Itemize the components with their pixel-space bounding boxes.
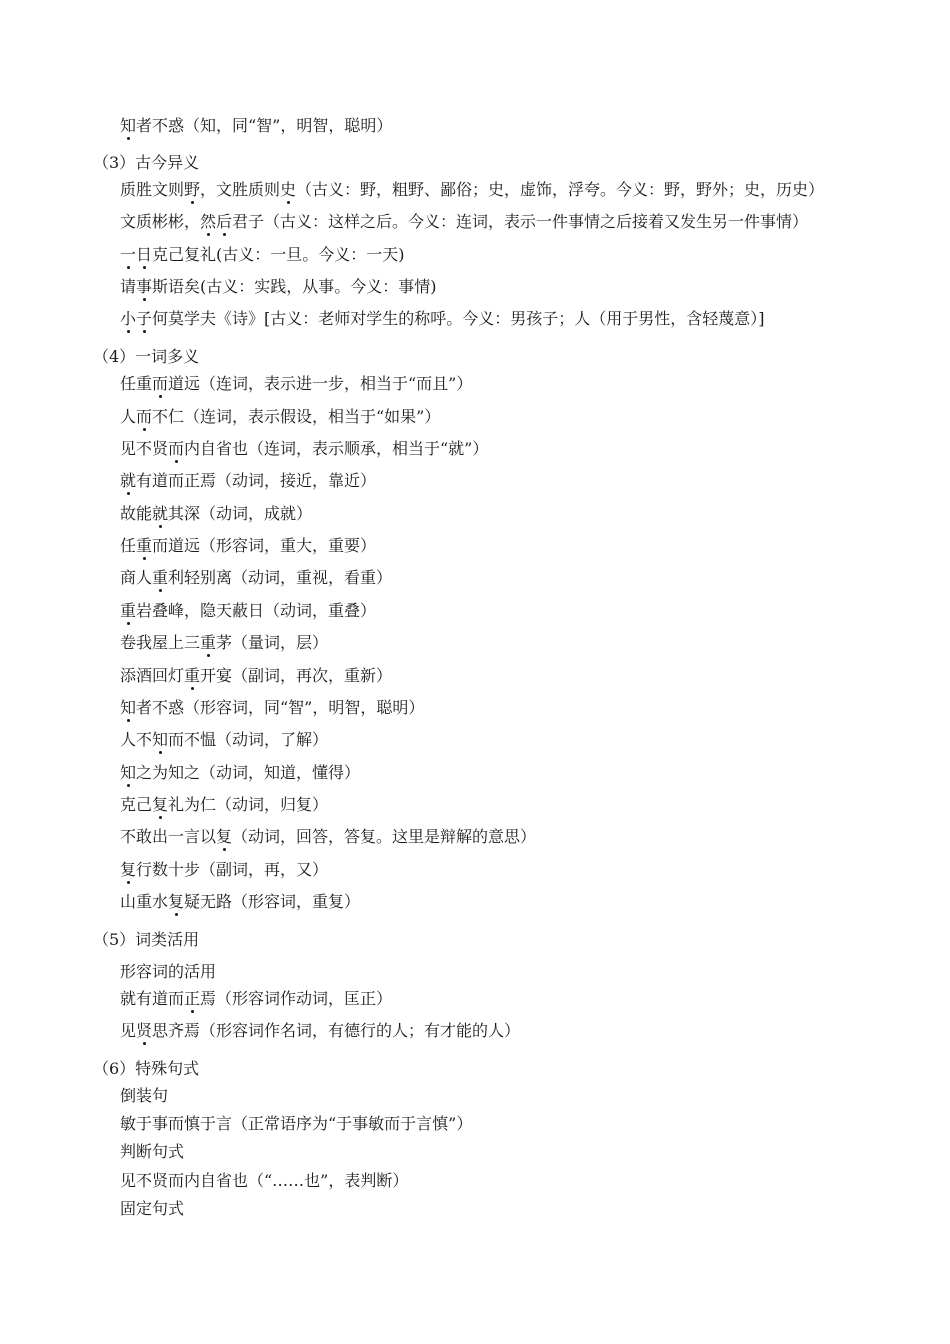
- text-line: 知者不惑（知，同“智”，明智，聪明）: [120, 116, 392, 136]
- emphasis-dot: [143, 266, 146, 269]
- text-line: 就有道而正焉（形容词作动词，匡正）: [120, 989, 392, 1009]
- text-line: 固定句式: [120, 1199, 185, 1218]
- text-line: 就有道而正焉（动词，接近，靠近）: [120, 471, 376, 491]
- emphasis-dot: [127, 266, 130, 269]
- text-line: 卷我屋上三重茅（量词，层）: [120, 633, 328, 653]
- text-line: 质胜文则野，文胜质则史（古义：野，粗野、鄙俗；史，虚饰，浮夸。今义：野，野外；史，历史）: [120, 180, 824, 200]
- text-line: 文质彬彬，然后君子（古义：这样之后。今义：连词，表示一件事情之后接着又发生另一件事情）: [120, 212, 808, 232]
- text-line: 知者不惑（形容词，同“智”，明智，聪明）: [120, 698, 424, 718]
- emphasis-dot: [159, 816, 162, 819]
- emphasis-dot: [223, 848, 226, 851]
- text-line: 见贤思齐焉（形容词作名词，有德行的人；有才能的人）: [120, 1021, 520, 1041]
- text-line: 一日克己复礼(古义：一旦。今义：一天): [120, 245, 405, 265]
- text-line: 山重水复疑无路（形容词，重复）: [120, 892, 360, 912]
- emphasis-dot: [191, 687, 194, 690]
- text-line: 复行数十步（副词，再，又）: [120, 860, 328, 880]
- emphasis-dot: [143, 330, 146, 333]
- emphasis-dot: [127, 622, 130, 625]
- text-line: 人不知而不愠（动词，了解）: [120, 730, 328, 750]
- section-heading: （4）一词多义: [93, 347, 200, 366]
- text-line: 重岩叠峰，隐天蔽日（动词，重叠）: [120, 601, 376, 621]
- emphasis-dot: [207, 654, 210, 657]
- emphasis-dot: [143, 428, 146, 431]
- emphasis-dot: [159, 525, 162, 528]
- emphasis-dot: [287, 201, 290, 204]
- emphasis-dot: [175, 460, 178, 463]
- emphasis-dot: [143, 298, 146, 301]
- emphasis-dot: [223, 233, 226, 236]
- emphasis-dot: [143, 1042, 146, 1045]
- text-line: 小子何莫学夫《诗》[古义：老师对学生的称呼。今义：男孩子；人（用于男性，含轻蔑意）]: [120, 309, 765, 329]
- text-line: 请事斯语矣(古义：实践，从事。今义：事情): [120, 277, 437, 297]
- emphasis-dot: [127, 719, 130, 722]
- text-line: 任重而道远（形容词，重大，重要）: [120, 536, 376, 556]
- section-heading: （6）特殊句式: [93, 1059, 200, 1078]
- text-line: 倒装句: [120, 1086, 169, 1105]
- text-line: 故能就其深（动词，成就）: [120, 504, 312, 524]
- text-line: 任重而道远（连词，表示进一步，相当于“而且”）: [120, 374, 472, 394]
- emphasis-dot: [159, 589, 162, 592]
- text-line: 人而不仁（连词，表示假设，相当于“如果”）: [120, 407, 440, 427]
- emphasis-dot: [127, 492, 130, 495]
- emphasis-dot: [207, 233, 210, 236]
- section-heading: （3）古今异义: [93, 153, 200, 172]
- emphasis-dot: [127, 137, 130, 140]
- text-line: 知之为知之（动词，知道，懂得）: [120, 763, 360, 783]
- text-line: 不敢出一言以复（动词，回答，答复。这里是辩解的意思）: [120, 827, 536, 847]
- text-line: 敏于事而慎于言（正常语序为“于事敏而于言慎”）: [120, 1114, 473, 1133]
- text-line: 见不贤而内自省也（连词，表示顺承，相当于“就”）: [120, 439, 488, 459]
- emphasis-dot: [175, 913, 178, 916]
- text-line: 形容词的活用: [120, 962, 217, 981]
- emphasis-dot: [127, 784, 130, 787]
- text-line: 商人重利轻别离（动词，重视，看重）: [120, 568, 392, 588]
- emphasis-dot: [159, 751, 162, 754]
- text-line: 见不贤而内自省也（“……也”，表判断）: [120, 1171, 409, 1190]
- emphasis-dot: [143, 557, 146, 560]
- emphasis-dot: [127, 330, 130, 333]
- text-line: 添酒回灯重开宴（副词，再次，重新）: [120, 666, 392, 686]
- text-line: 克己复礼为仁（动词，归复）: [120, 795, 328, 815]
- emphasis-dot: [127, 881, 130, 884]
- section-heading: （5）词类活用: [93, 930, 200, 949]
- text-line: 判断句式: [120, 1142, 185, 1161]
- emphasis-dot: [191, 201, 194, 204]
- emphasis-dot: [191, 1010, 194, 1013]
- emphasis-dot: [159, 395, 162, 398]
